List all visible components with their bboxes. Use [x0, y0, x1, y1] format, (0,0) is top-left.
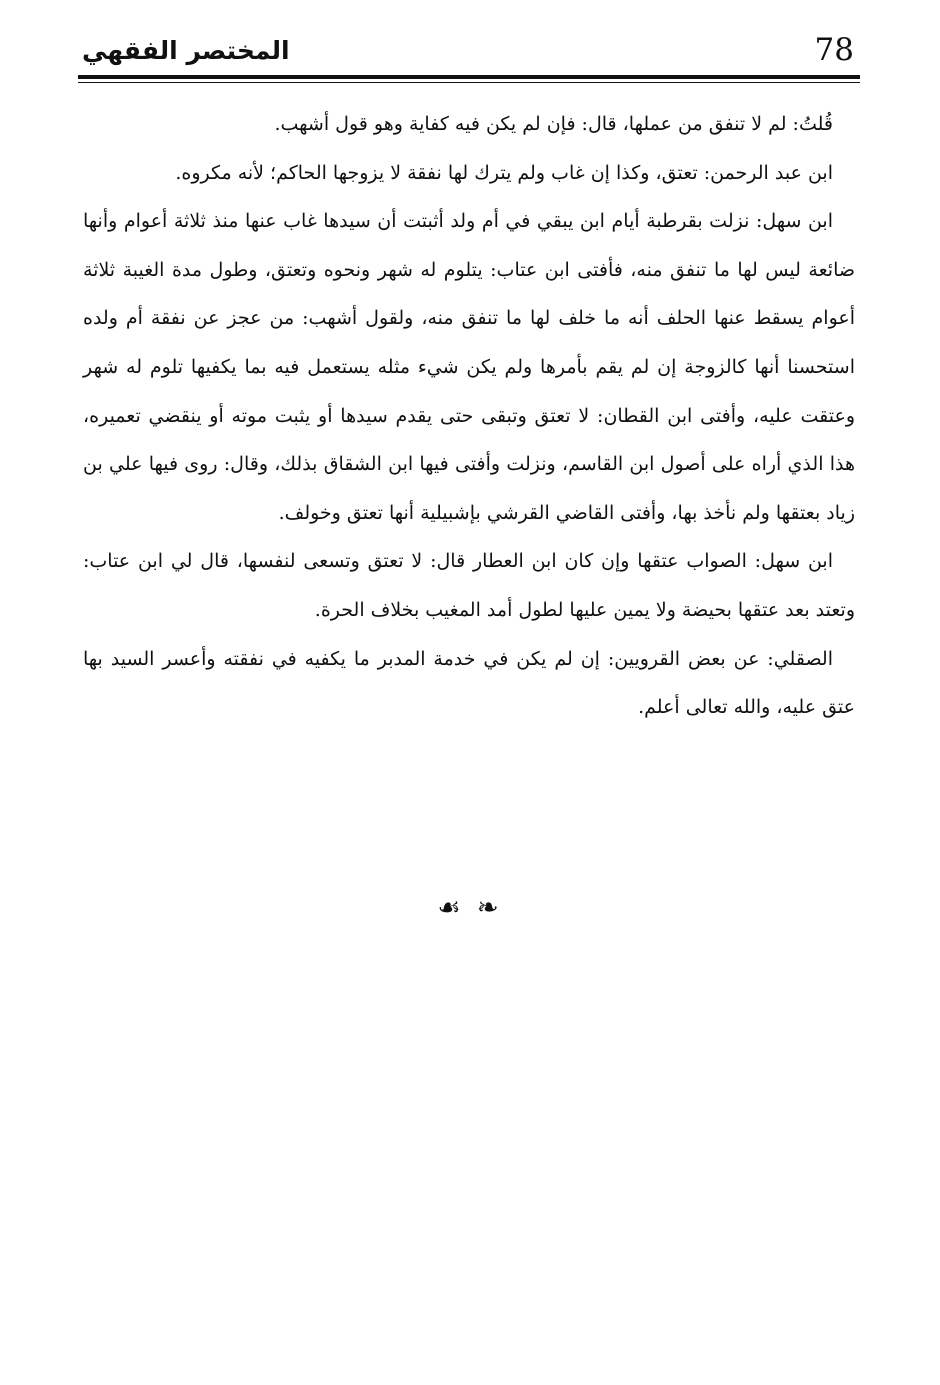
- header-rule-thin: [78, 82, 860, 83]
- book-title: المختصر الفقهي: [82, 36, 290, 65]
- paragraph: الصقلي: عن بعض القرويين: إن لم يكن في خدمة المدبر ما يكفيه في نفقته وأعسر السيد بها عتق عليه، والله تعالى أعلم.: [83, 647, 855, 719]
- paragraph: قُلتُ: لم لا تنفق من عملها، قال: فإن لم يكن فيه كفاية وهو قول أشهب.: [274, 113, 833, 135]
- paragraph: ابن سهل: الصواب عتقها وإن كان ابن العطار قال: لا تعتق وتسعى لنفسها، قال لي ابن عتاب: وتعتد بعد عتقها بحيضة ولا يمين عليها لطول أمد المغيب بخلاف الحرة.: [83, 550, 855, 621]
- paragraph: ابن عبد الرحمن: تعتق، وكذا إن غاب ولم يترك لها نفقة لا يزوجها الحاكم؛ لأنه مكروه.: [175, 161, 833, 184]
- page-number: 78: [814, 32, 854, 68]
- end-ornament-icon: ☙ ❧: [437, 893, 503, 923]
- running-header: [78, 26, 860, 76]
- body-text: [83, 100, 855, 732]
- paragraph: ابن سهل: نزلت بقرطبة أيام ابن يبقي في أم ولد أثبتت أن سيدها غاب عنها منذ ثلاثة أعوام وأنها ضائعة ليس لها ما تنفق منه، فأفتى ابن عتاب: يتلوم له شهر ونحوه وتعتق، وطول مدة الغيبة ثلاثة أعوام يسقط عنها الحلف أنه ما خلف لها ما تنفق منه، ولقول أشهب: من عجز عن نفقة أم ولده استحسنا أنها كالزوجة إن لم يقم بأمرها ولم يكن شيء مثله يستعمل فيه بما يكفيها تلوم له شهر وعتقت عليه، وأفتى ابن القطان: لا تعتق وتبقى حتى يقدم سيدها أو يثبت موته أو ينقضي تعميره، هذا الذي أراه على أصول ابن القاسم، ونزلت وأفتى فيها ابن الشقاق بذلك، وقال: روى فيها علي بن زياد بعتقها ولم نأخذ بها، وأفتى القاضي القرشي بإشبيلية أنها تعتق وخولف.: [83, 210, 855, 524]
- header-rule-thick: [78, 75, 860, 79]
